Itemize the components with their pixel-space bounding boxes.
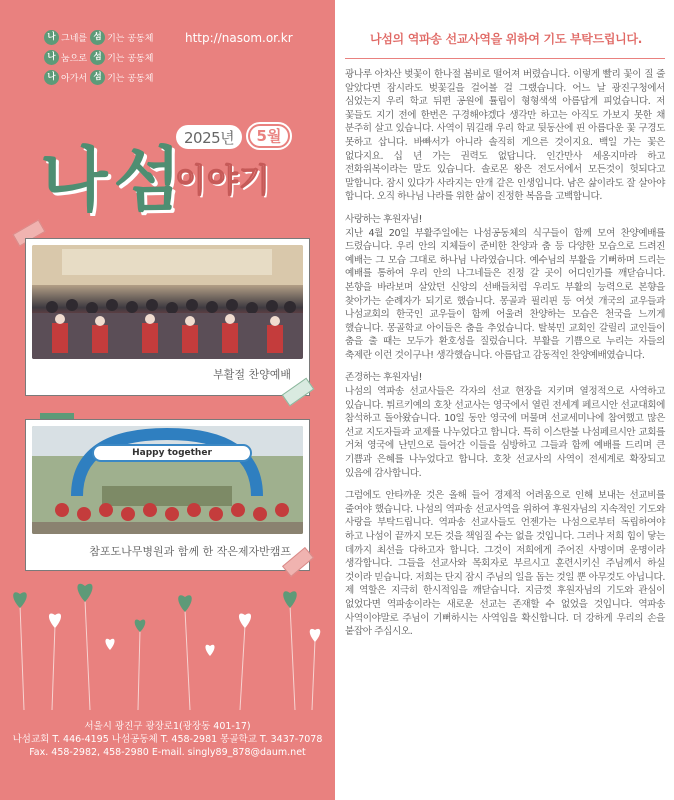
photo-caption: 부활절 찬양예배: [213, 368, 291, 381]
group-photo-illustration: [32, 245, 303, 359]
issue-year: 2025년: [176, 125, 242, 149]
heart-balloons-decoration: [0, 570, 335, 710]
motto-char-badge: 섬: [90, 30, 105, 45]
article-paragraph: 사랑하는 후원자님! 지난 4월 20일 부활주일에는 나섬공동체의 식구들이 함께 모여 찬양예배를 드렸습니다. 우리 안의 지체들이 준비한 찬양과 춤 등 다양한 모습으로 드려진 예배는 그 모습 그대로 하나님 나라였습니다. 예수님의 부활을 기뻐하며 드리는 예배를 통하여 우리 안의 나그네들은 진정 갈 곳이 어디인가를 깨닫습니다. 본향을 바라보며 살았던 신앙의 선배들처럼 우리도 부활의 능력으로 본향을 찾아가는 순례자가 되기로 했습니다. 몽골과 필리핀 등 여섯 개국의 교우들과 나섬교회의 한국인 교우들이 함께 어울려 찬양하는 모습은 천국을 느끼게 했습니다. 몽골학교 아이들은 춤을 추었습니다. 탈북민 교회인 갈릴리 교인들이 춤을 출 때는 모두가 환호성을 질렀습니다. 부활을 기쁨으로 누리는 자들의 축제란 이런 것이구나! 생각했습니다. 아름답고 감동적인 찬양예배였습니다.: [345, 213, 665, 361]
website-url[interactable]: http://nasom.or.kr: [185, 31, 293, 45]
footer-address: 서울시 광진구 광장로1(광장동 401-17): [84, 721, 251, 732]
newsletter-subtitle: 이야기: [175, 161, 271, 199]
footer-fax-email: Fax. 458-2982, 458-2980 E-mail. singly89_878@daum.net: [29, 747, 306, 758]
motto-char-badge: 섬: [90, 70, 105, 85]
motto-text: 그네를: [61, 33, 88, 44]
motto-text: 기는 공동체: [107, 53, 154, 64]
camp-group-photo: [32, 426, 303, 534]
motto-text: 눔으로: [61, 53, 88, 64]
easter-worship-photo: [32, 245, 303, 359]
article-paragraph: 광나루 아차산 벚꽃이 한나절 봄비로 떨어져 버렸습니다. 이렇게 빨리 꽃이 질 줄 알았다면 잠시라도 벚꽃길을 걸어볼 걸 그랬습니다. 어느 날 광진구청에서 심었는지 우리 학교 뒤편 공원에 튤립이 형형색색 아름답게 피었습니다. 저 꽃들도 지기 전에 한번은 구경해야겠다 생각만 하고는 아직도 가보지 못한 채 분주히 살고 있습니다. 사역이 뭐길래 우리 학교 뒷동산에 핀 아름다운 꽃 구경도 못하고 삽니다. 바빠서가 아니라 솔직히 게으른 것이지요. 백일 가는 꽃은 없다지요. 십 년 가는 권력도 없답니다. 인간만사 세옹지마라 하고 전화위복이라는 말도 있습니다. 솔로몬 왕은 전도서에서 모든것이 헛되다고 말합니다. 잠시 있다가 사라지는 안개 같은 인생입니다. 남은 삶이라도 잘 살아야 합니다. 오직 하나님 나라를 위한 삶이 진정한 복음을 고백합니다.: [345, 69, 665, 203]
motto-line: [44, 68, 156, 86]
camp-photo-illustration: [32, 426, 303, 534]
motto-text: 기는 공동체: [107, 73, 154, 84]
motto-block: [44, 28, 156, 88]
motto-char-badge: 나: [44, 30, 59, 45]
motto-text: 기는 공동체: [107, 33, 154, 44]
photo-card-easter: [25, 238, 310, 396]
newsletter-cover-panel: [0, 0, 335, 800]
footer-phones: 나섬교회 T. 446-4195 나섬공동체 T. 458-2981 몽골학교 T. 3437-7078: [12, 734, 323, 745]
motto-char-badge: 나: [44, 70, 59, 85]
article-body: [345, 68, 665, 648]
article-column: [335, 0, 674, 800]
motto-char-badge: 나: [44, 50, 59, 65]
motto-text: 아가서: [61, 73, 88, 84]
photo-caption: 참포도나무병원과 함께 한 작은제자반캠프: [89, 545, 291, 558]
article-paragraph: 그럼에도 안타까운 것은 올해 들어 경제적 어려움으로 인해 보내는 선교비를 줄여야 했습니다. 나섬의 역파송 선교사역을 위하여 후원자님의 지속적인 기도와 사랑을 부탁드립니다. 역파송 선교사들도 언젠가는 나섬으로부터 독립하여야 하고 나섬이 끝까지 모든 것을 책임질 수는 없을 것입니다. 그러나 저희 힘이 닿는 데까지 최선을 다하고자 합니다. 그것이 저희에게 주어진 사명이며 운명이라 생각합니다. 그들을 선교사와 목회자로 부르시고 훈련시키신 주님께서 하실 것이라 믿습니다. 저희는 단지 잠시 주님의 일을 돕는 것일 뿐 아무것도 아닙니다. 제 역할은 지극히 한시적임을 깨닫습니다. 지금껏 후원자님의 기도와 관심이 없었다면 역파송이라는 새로운 선교는 존재할 수 없었을 것입니다. 역파송 사역이야말로 주님이 기뻐하시는 사역임을 확신합니다. 더 강하게 우리의 손을 붙잡아 주십시오.: [345, 490, 665, 638]
motto-char-badge: 섬: [90, 50, 105, 65]
motto-line: [44, 28, 156, 46]
headline-divider: [345, 58, 665, 59]
motto-line: [44, 48, 156, 66]
contact-footer: [0, 720, 335, 759]
article-paragraph: 존경하는 후원자님! 나섬의 역파송 선교사들은 각자의 선교 현장을 지키며 열정적으로 사역하고 있습니다. 튀르키예의 호찻 선교사는 영국에서 열린 전세계 페르시안 선교대회에 참석하고 돌아왔습니다. 10일 동안 영국에 머물며 선교세미나에 참여했고 많은 선교 지도자들과 교제를 나누었다고 합니다. 특히 이스탄불 나섬페르시안 교회를 거쳐 영국에 난민으로 들어간 이들을 심방하고 그들과 함께 예배를 드리며 큰 기쁨과 은혜를 나누었다고 합니다. 호찻 선교사의 사역이 전세계로 확장되고 있음에 감사합니다.: [345, 372, 665, 479]
article-headline: 나섬의 역파송 선교사역을 위하여 기도 부탁드립니다.: [369, 32, 643, 46]
camp-banner: Happy together: [92, 444, 252, 462]
newsletter-title: 나섬: [40, 139, 188, 221]
photo-card-camp: [25, 419, 310, 571]
issue-month: 5월: [248, 124, 290, 148]
